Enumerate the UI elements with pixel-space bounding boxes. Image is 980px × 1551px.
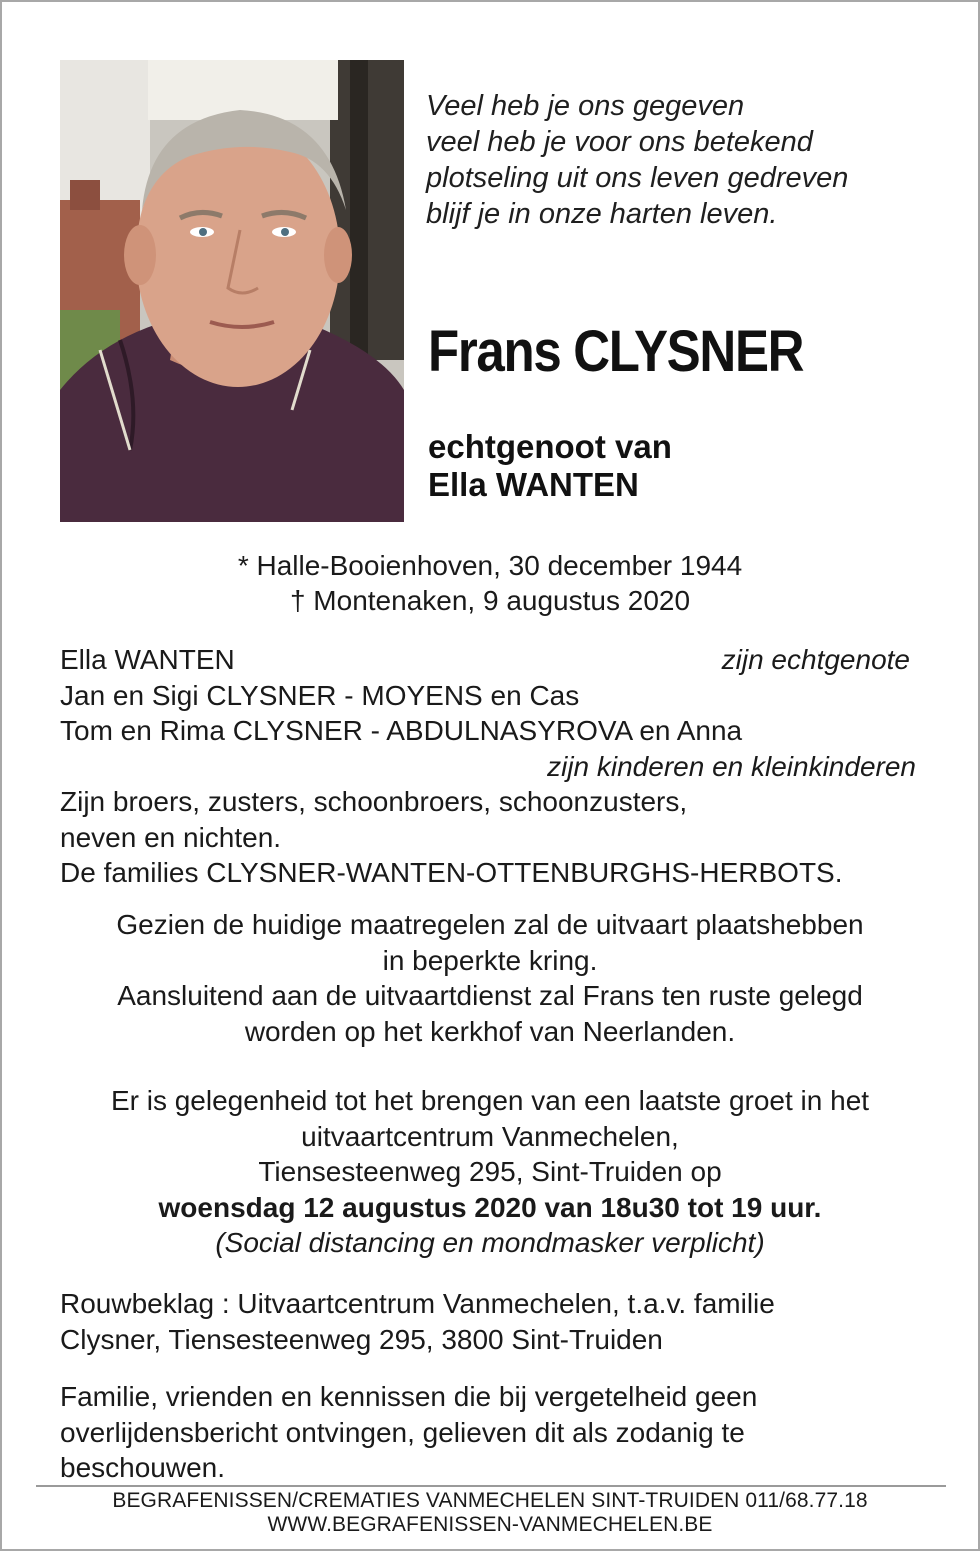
portrait-photo xyxy=(60,60,404,522)
family-spouse-name: Ella WANTEN xyxy=(60,644,235,675)
memorial-poem xyxy=(426,88,946,232)
notice-line: in beperkte kring. xyxy=(382,944,598,976)
condolence-line-1: Rouwbeklag : Uitvaartcentrum Vanmechelen, t.a.v. familie xyxy=(60,1288,775,1319)
funeral-home-footer xyxy=(2,1489,978,1537)
footer-website: WWW.BEGRAFENISSEN-VANMECHELEN.BE xyxy=(267,1513,713,1536)
relation-label: echtgenoot van xyxy=(428,428,672,465)
visitation-info xyxy=(2,1083,978,1261)
funeral-notice xyxy=(2,907,978,1049)
family-families: De families CLYSNER-WANTEN-OTTENBURGHS-HERBOTS. xyxy=(60,857,843,888)
footer-divider xyxy=(36,1485,946,1487)
family-info-line-3: beschouwen. xyxy=(60,1452,226,1483)
family-children-role: zijn kinderen en kleinkinderen xyxy=(547,750,916,782)
condolence-address xyxy=(60,1286,940,1357)
family-relatives-2: neven en nichten. xyxy=(60,821,282,853)
notice-line: Gezien de huidige maatregelen zal de uitvaart plaatshebben xyxy=(116,909,864,940)
death-line: † Montenaken, 9 augustus 2020 xyxy=(289,585,691,616)
footer-company: BEGRAFENISSEN/CREMATIES VANMECHELEN SINT-TRUIDEN 011/68.77.18 xyxy=(112,1489,868,1512)
visitation-note: (Social distancing en mondmasker verplicht) xyxy=(215,1227,765,1258)
family-spouse-role: zijn echtgenote xyxy=(721,644,910,675)
family-info-note xyxy=(60,1379,940,1486)
family-row-spouse xyxy=(60,642,916,678)
visitation-line-3: Tiensesteenweg 295, Sint-Truiden op xyxy=(258,1156,722,1187)
visitation-line-1: Er is gelegenheid tot het brengen van een laatste groet in het xyxy=(110,1085,870,1116)
family-relatives-1: Zijn broers, zusters, schoonbroers, schoonzusters, xyxy=(60,786,688,817)
family-info-line-2: overlijdensbericht ontvingen, gelieven dit als zodanig te xyxy=(60,1416,745,1448)
family-child-2: Tom en Rima CLYSNER - ABDULNASYROVA en Anna xyxy=(60,715,743,746)
family-child-1: Jan en Sigi CLYSNER - MOYENS en Cas xyxy=(60,679,580,711)
visitation-when: woensdag 12 augustus 2020 van 18u30 tot 19 uur. xyxy=(158,1191,822,1223)
notice-line: worden op het kerkhof van Neerlanden. xyxy=(244,1015,736,1047)
birth-line: * Halle-Booienhoven, 30 december 1944 xyxy=(237,550,743,581)
poem-line: veel heb je voor ons betekend xyxy=(426,126,813,158)
family-list xyxy=(60,642,916,891)
visitation-line-2: uitvaartcentrum Vanmechelen, xyxy=(301,1120,679,1152)
spouse-name: Ella WANTEN xyxy=(428,466,639,503)
poem-line: Veel heb je ons gegeven xyxy=(426,90,745,122)
deceased-name: Frans CLYSNER xyxy=(428,319,804,384)
notice-line: Aansluitend aan de uitvaartdienst zal Frans ten ruste gelegd xyxy=(117,980,863,1011)
life-dates xyxy=(2,548,978,618)
poem-line: blijf je in onze harten leven. xyxy=(426,198,778,230)
family-info-line-1: Familie, vrienden en kennissen die bij vergetelheid geen xyxy=(60,1381,758,1412)
spouse-heading xyxy=(428,428,672,504)
poem-line: plotseling uit ons leven gedreven xyxy=(426,162,849,194)
condolence-line-2: Clysner, Tiensesteenweg 295, 3800 Sint-Truiden xyxy=(60,1323,663,1355)
